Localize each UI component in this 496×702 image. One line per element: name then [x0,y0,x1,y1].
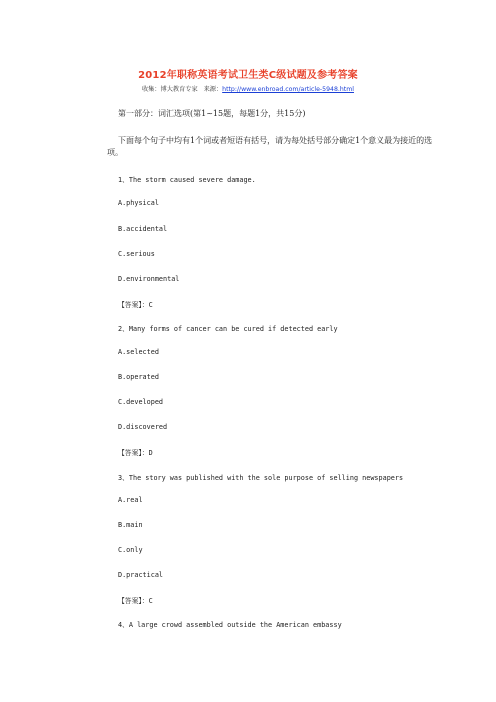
question-3-option-c: C.only [118,546,143,554]
question-1-option-d: D.environmental [118,275,180,283]
question-1-answer: 【答案】：C [118,301,153,309]
question-1-stem: 1、The storm caused severe damage. [118,176,256,184]
source-link[interactable]: http://www.enbroad.com/article-5948.html [222,86,354,93]
question-1-option-b: B.accidental [118,225,168,233]
question-2-option-b: B.operated [118,373,159,381]
question-3-option-b: B.main [118,521,143,529]
question-2-stem: 2、Many forms of cancer can be cured if detected early [118,325,338,333]
question-2-answer: 【答案】：D [118,449,153,457]
question-3-stem: 3、The story was published with the sole purpose of selling newspapers [118,474,404,482]
source-label: 来源： [203,86,223,93]
document-title: 2012年职称英语考试卫生类C级试题及参考答案 [138,70,358,81]
instructions: 下面每个句子中均有1个词或者短语有括号，请为每处括号部分确定1个意义最为接近的选项。 [107,136,433,157]
question-1-option-c: C.serious [118,250,155,258]
question-1-option-a: A.physical [118,199,159,207]
question-2-option-a: A.selected [118,348,159,356]
question-2-option-c: C.developed [118,398,164,406]
collector-label: 收集：博大教育专家 [142,86,198,93]
document-meta [0,84,496,93]
question-3-option-d: D.practical [118,571,164,579]
section-heading: 第一部分：词汇选项(第1~15题，每题1分，共15分) [118,109,306,118]
question-3-option-a: A.real [118,496,143,504]
question-3-answer: 【答案】：C [118,597,153,605]
question-2-option-d: D.discovered [118,423,168,431]
question-4-stem: 4、A large crowd assembled outside the American embassy [118,621,342,629]
